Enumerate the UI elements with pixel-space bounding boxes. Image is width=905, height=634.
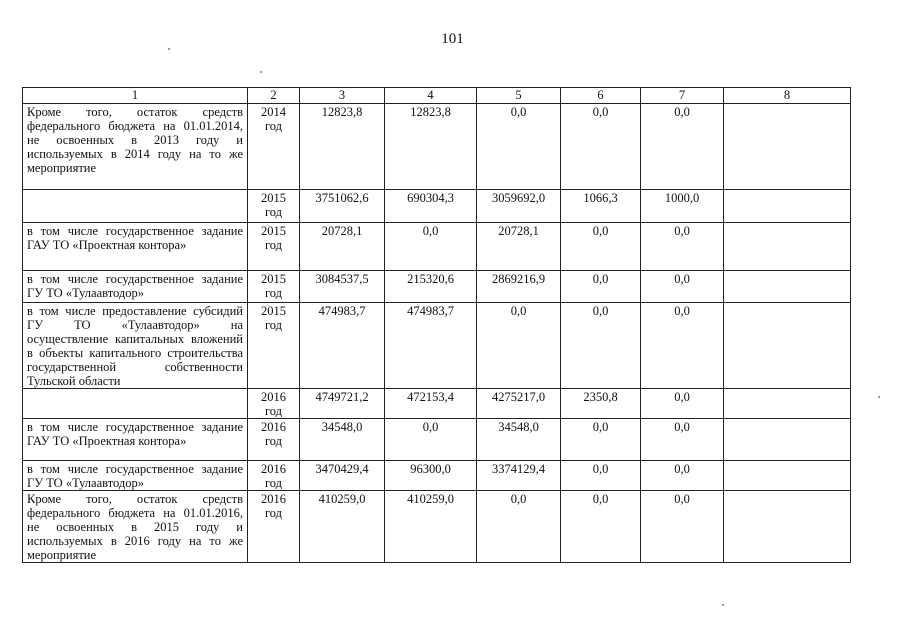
- cell-col4: 96300,0: [385, 461, 477, 491]
- cell-col5: 2869216,9: [477, 271, 561, 303]
- table-row: [23, 104, 851, 190]
- cell-col6: 2350,8: [561, 389, 641, 419]
- cell-col4: 472153,4: [385, 389, 477, 419]
- row-year: 2015 год: [248, 190, 300, 223]
- cell-col4: 12823,8: [385, 104, 477, 190]
- cell-col3: 4749721,2: [300, 389, 385, 419]
- row-year: 2015 год: [248, 223, 300, 271]
- cell-col7: 0,0: [641, 389, 724, 419]
- cell-col5: 20728,1: [477, 223, 561, 271]
- cell-col8: [724, 223, 851, 271]
- scan-speck: [878, 396, 880, 398]
- column-header: 1: [23, 88, 248, 104]
- cell-col5: 0,0: [477, 491, 561, 563]
- cell-col4: 410259,0: [385, 491, 477, 563]
- cell-col3: 3470429,4: [300, 461, 385, 491]
- cell-col8: [724, 190, 851, 223]
- table-row: [23, 389, 851, 419]
- cell-col6: 0,0: [561, 223, 641, 271]
- table-row: [23, 461, 851, 491]
- cell-col5: 34548,0: [477, 419, 561, 461]
- row-year: 2015 год: [248, 303, 300, 389]
- page-number: 101: [441, 31, 464, 47]
- cell-col7: 0,0: [641, 461, 724, 491]
- cell-col8: [724, 491, 851, 563]
- cell-col4: 215320,6: [385, 271, 477, 303]
- cell-col4: 474983,7: [385, 303, 477, 389]
- cell-col5: 3059692,0: [477, 190, 561, 223]
- cell-col6: 0,0: [561, 461, 641, 491]
- cell-col8: [724, 104, 851, 190]
- cell-col6: 0,0: [561, 491, 641, 563]
- cell-col7: 1000,0: [641, 190, 724, 223]
- cell-col3: 474983,7: [300, 303, 385, 389]
- table-row: [23, 223, 851, 271]
- row-description: в том числе государственное задание ГАУ ТО «Проектная контора»: [23, 223, 248, 271]
- row-year: 2016 год: [248, 461, 300, 491]
- header-row: [23, 88, 851, 104]
- cell-col7: 0,0: [641, 419, 724, 461]
- cell-col8: [724, 389, 851, 419]
- cell-col3: 3751062,6: [300, 190, 385, 223]
- table-row: [23, 303, 851, 389]
- scan-speck: [168, 48, 170, 50]
- column-header: 8: [724, 88, 851, 104]
- row-description: в том числе государственное задание ГУ ТО «Тулаавтодор»: [23, 271, 248, 303]
- table-row: [23, 491, 851, 563]
- cell-col6: 0,0: [561, 271, 641, 303]
- cell-col5: 0,0: [477, 303, 561, 389]
- cell-col7: 0,0: [641, 271, 724, 303]
- row-description: в том числе предоставление субсидий ГУ ТО «Тулаавтодор» на осуществление капитальных вложений в объекты капитального строительства государственной собственности Тульской области: [23, 303, 248, 389]
- cell-col6: 0,0: [561, 419, 641, 461]
- row-year: 2014 год: [248, 104, 300, 190]
- cell-col6: 1066,3: [561, 190, 641, 223]
- cell-col7: 0,0: [641, 491, 724, 563]
- row-description: Кроме того, остаток средств федерального бюджета на 01.01.2014, не освоенных в 2013 году и используемых в 2014 году на то же мероприятие: [23, 104, 248, 190]
- row-year: 2016 год: [248, 389, 300, 419]
- row-year: 2015 год: [248, 271, 300, 303]
- column-header: 3: [300, 88, 385, 104]
- row-description: [23, 389, 248, 419]
- column-header: 4: [385, 88, 477, 104]
- column-header: 6: [561, 88, 641, 104]
- cell-col8: [724, 271, 851, 303]
- column-header: 7: [641, 88, 724, 104]
- cell-col8: [724, 461, 851, 491]
- row-year: 2016 год: [248, 491, 300, 563]
- cell-col8: [724, 303, 851, 389]
- row-description: в том числе государственное задание ГУ ТО «Тулаавтодор»: [23, 461, 248, 491]
- table-row: [23, 419, 851, 461]
- row-description: [23, 190, 248, 223]
- column-header: 5: [477, 88, 561, 104]
- cell-col3: 12823,8: [300, 104, 385, 190]
- row-description: Кроме того, остаток средств федерального бюджета на 01.01.2016, не освоенных в 2015 году и используемых в 2016 году на то же мероприятие: [23, 491, 248, 563]
- column-header: 2: [248, 88, 300, 104]
- cell-col5: 4275217,0: [477, 389, 561, 419]
- cell-col7: 0,0: [641, 104, 724, 190]
- scan-speck: [260, 71, 262, 73]
- cell-col4: 0,0: [385, 419, 477, 461]
- cell-col6: 0,0: [561, 303, 641, 389]
- cell-col3: 20728,1: [300, 223, 385, 271]
- row-year: 2016 год: [248, 419, 300, 461]
- table-row: [23, 271, 851, 303]
- cell-col4: 690304,3: [385, 190, 477, 223]
- cell-col6: 0,0: [561, 104, 641, 190]
- budget-table: [22, 87, 851, 563]
- row-description: в том числе государственное задание ГАУ ТО «Проектная контора»: [23, 419, 248, 461]
- cell-col3: 410259,0: [300, 491, 385, 563]
- scan-speck: [722, 604, 724, 606]
- cell-col3: 34548,0: [300, 419, 385, 461]
- cell-col7: 0,0: [641, 303, 724, 389]
- cell-col5: 0,0: [477, 104, 561, 190]
- cell-col3: 3084537,5: [300, 271, 385, 303]
- cell-col4: 0,0: [385, 223, 477, 271]
- cell-col5: 3374129,4: [477, 461, 561, 491]
- table-row: [23, 190, 851, 223]
- cell-col7: 0,0: [641, 223, 724, 271]
- cell-col8: [724, 419, 851, 461]
